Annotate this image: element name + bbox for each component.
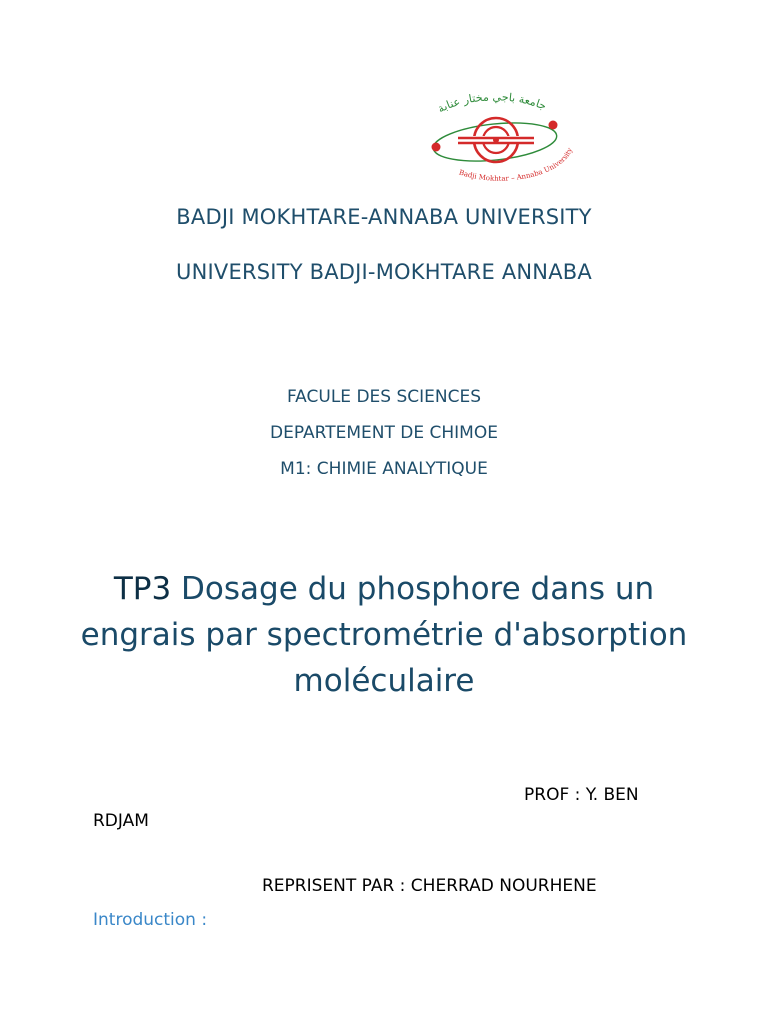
- title-prefix: TP3: [113, 571, 172, 607]
- university-name-line-2: UNIVERSITY BADJI-MOKHTARE ANNABA: [176, 260, 592, 284]
- presented-by: REPRISENT PAR : CHERRAD NOURHENE: [262, 876, 597, 896]
- logo-arabic-text: جامعة باجي مختار عنابة: [435, 92, 549, 116]
- faculty-name: FACULE DES SCIENCES: [286, 387, 482, 407]
- document-title: [60, 566, 708, 704]
- program-name: M1: CHIMIE ANALYTIQUE: [280, 459, 488, 479]
- professor-line-2: RDJAM: [93, 811, 149, 831]
- professor-line-1: PROF : Y. BEN: [524, 785, 639, 805]
- introduction-heading: Introduction :: [93, 910, 208, 930]
- title-text: Dosage du phosphore dans un engrais par spectrométrie d'absorption moléculaire: [80, 571, 688, 699]
- department-name: DEPARTEMENT DE CHIMOE: [270, 423, 498, 443]
- university-logo: [400, 92, 585, 192]
- logo-latin-text: Badji Mokhtar – Annaba University: [457, 146, 575, 183]
- university-name-line-1: BADJI MOKHTARE-ANNABA UNIVERSITY: [176, 205, 592, 229]
